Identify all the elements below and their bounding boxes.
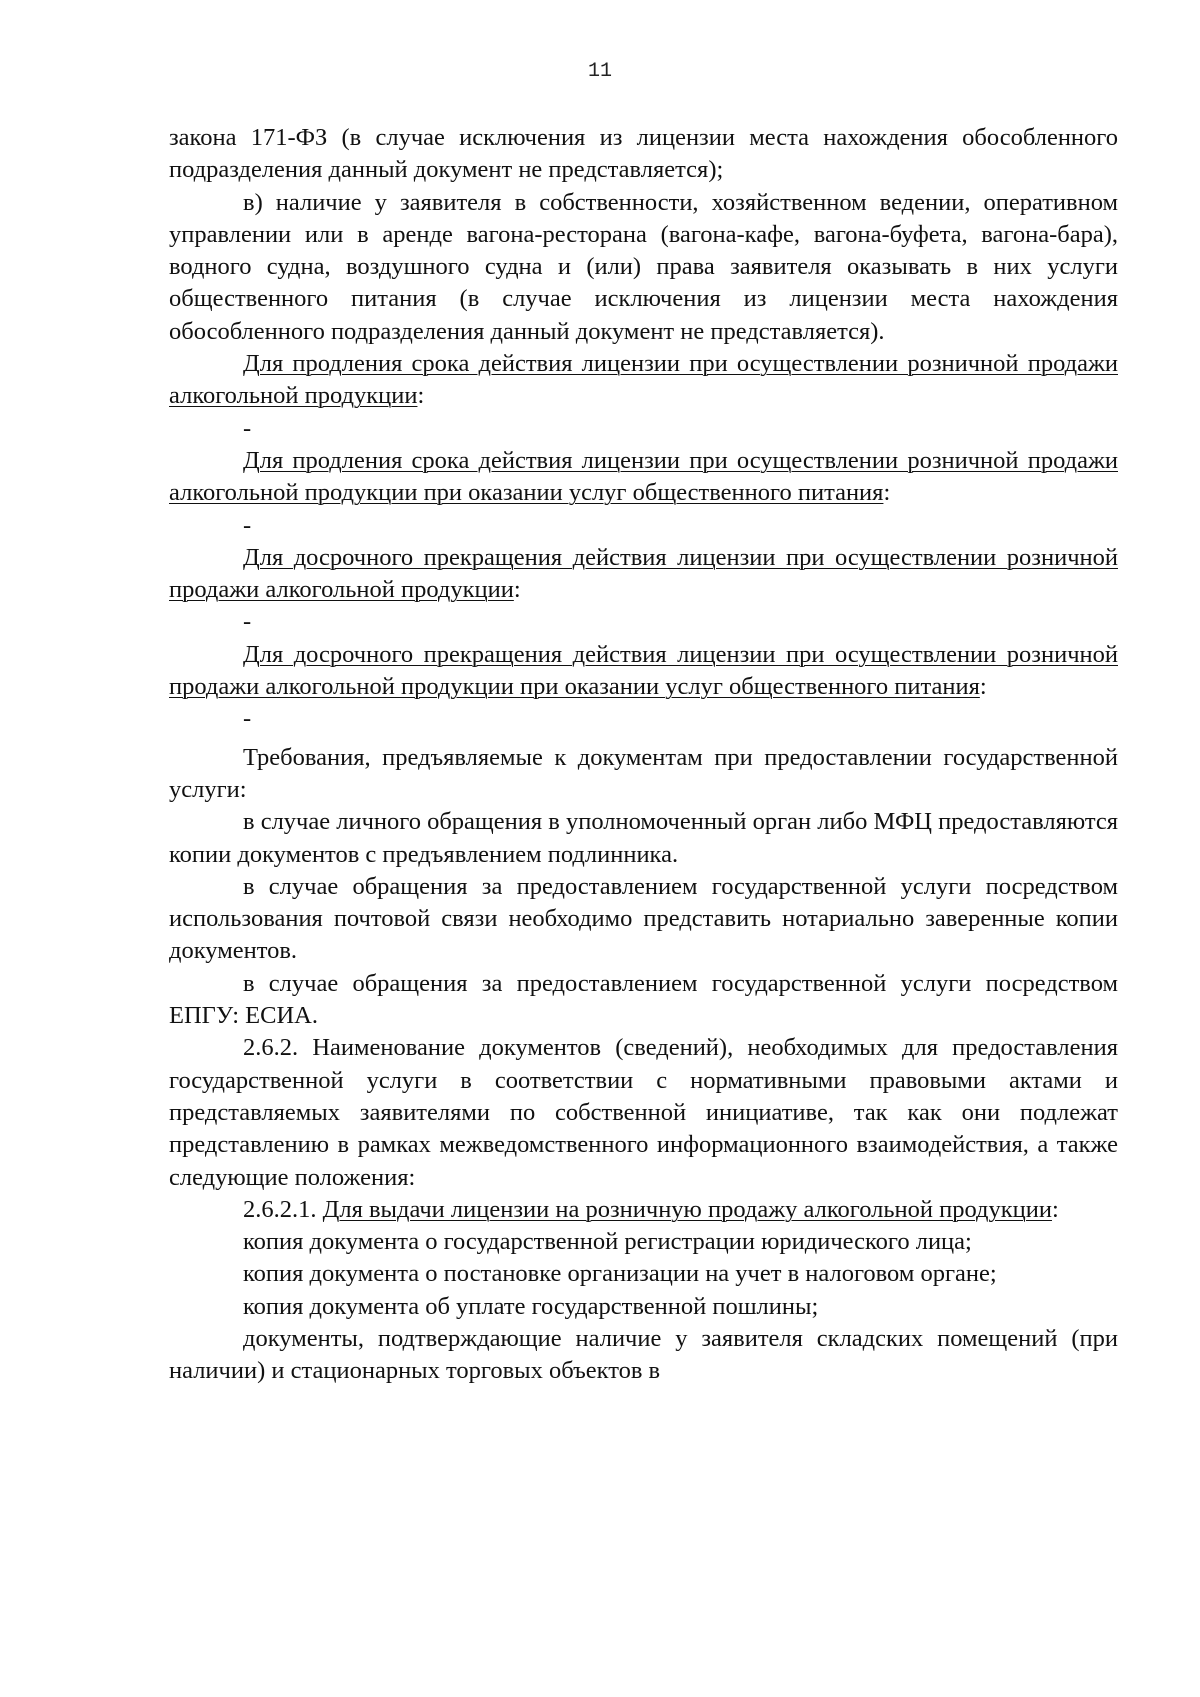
document-body — [169, 122, 1118, 1388]
paragraph-law-171: закона 171-ФЗ (в случае исключения из лицензии места нахождения обособленного подразделения данный документ не представляется); — [169, 124, 1118, 184]
heading-extension-catering — [169, 445, 1118, 510]
paragraph-requirements: Требования, предъявляемые к документам при предоставлении государственной услуги: — [169, 743, 1118, 803]
heading-extension-retail — [169, 348, 1118, 413]
paragraph-epgu: в случае обращения за предоставлением государственной услуги посредством ЕПГУ: ЕСИА. — [169, 969, 1118, 1030]
heading-extension-retail-text: Для продления срока действия лицензии при осуществлении розничной продажи алкогольной продукции — [169, 350, 1118, 410]
dash-item: - — [243, 705, 252, 733]
heading-termination-catering-text: Для досрочного прекращения действия лицензии при осуществлении розничной продажи алкогольной продукции при оказании услуг общественного питания — [169, 640, 1118, 701]
heading-colon: : — [417, 382, 425, 410]
heading-colon: : — [979, 673, 987, 701]
paragraph-item-v: в) наличие у заявителя в собственности, хозяйственном ведении, оперативном управлении или в аренде вагона-ресторана (вагона-кафе, вагона-буфета, вагона-бара), водного судна, воздушного судна и (или) права заявителя оказывать в них услуги общественного питания (в случае исключения из лицензии места нахождения обособленного подразделения данный документ не представляется). — [169, 188, 1118, 345]
heading-colon: : — [883, 479, 891, 507]
subsection-number: 2.6.2.1. — [243, 1195, 317, 1223]
heading-extension-catering-text: Для продления срока действия лицензии при осуществлении розничной продажи алкогольной продукции при оказании услуг общественного питания — [169, 446, 1118, 507]
page-number: 11 — [587, 60, 612, 83]
heading-termination-retail — [169, 542, 1118, 607]
paragraph-personal-visit: в случае личного обращения в уполномоченный орган либо МФЦ предоставляются копии документов с предъявлением подлинника. — [169, 808, 1118, 868]
dash-item: - — [243, 414, 252, 442]
dash-item: - — [243, 608, 252, 636]
list-item: копия документа об уплате государственной пошлины; — [243, 1292, 819, 1320]
subsection-title: Для выдачи лицензии на розничную продажу алкогольной продукции — [322, 1195, 1052, 1223]
paragraph-2-6-2: 2.6.2. Наименование документов (сведений), необходимых для предоставления государственной услуги в соответствии с нормативными правовыми актами и представляемых заявителями по собственной инициативе, так как они подлежат представлению в рамках межведомственного информационного взаимодействия, а также следующие положения: — [169, 1034, 1118, 1191]
paragraph-warehouse-documents: документы, подтверждающие наличие у заявителя складских помещений (при наличии) и стационарных торговых объектов в — [169, 1324, 1118, 1385]
heading-colon: : — [513, 576, 521, 604]
dash-item: - — [243, 511, 252, 539]
heading-termination-catering — [169, 639, 1118, 704]
heading-termination-retail-text: Для досрочного прекращения действия лицензии при осуществлении розничной продажи алкогольной продукции — [169, 543, 1118, 604]
subsection-colon: : — [1051, 1195, 1059, 1223]
list-item: копия документа о государственной регистрации юридического лица; — [243, 1228, 972, 1256]
subsection-2-6-2-1 — [169, 1194, 1118, 1226]
list-item: копия документа о постановке организации на учет в налоговом органе; — [243, 1260, 997, 1288]
paragraph-postal: в случае обращения за предоставлением государственной услуги посредством использования почтовой связи необходимо представить нотариально заверенные копии документов. — [169, 872, 1118, 965]
